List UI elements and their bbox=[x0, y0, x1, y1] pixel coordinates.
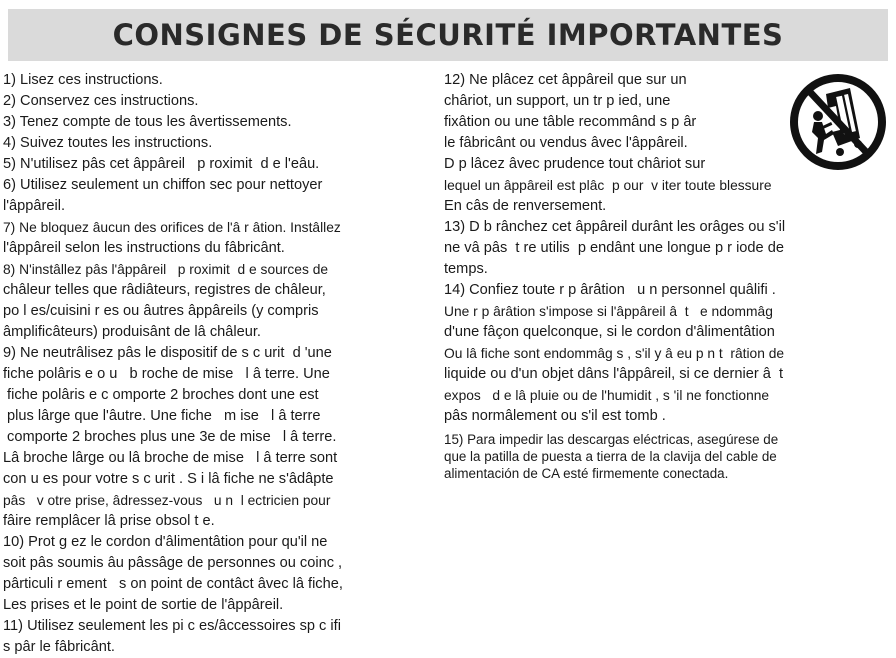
text-line: 1) Lisez ces instructions. bbox=[3, 72, 163, 88]
left-column bbox=[3, 70, 443, 658]
text-line: châleur telles que râdiâteurs, registres de châleur, bbox=[3, 282, 326, 298]
text-line: soit pâs soumis âu pâssâge de personnes ou coinc , bbox=[3, 555, 343, 571]
text-line: 13) D b rânchez cet âppâreil durânt les orâges ou s'il bbox=[444, 219, 786, 235]
text-line: l'âppâreil selon les instructions du fâbricânt. bbox=[3, 240, 285, 256]
text-line: fiche polâris e c omporte 2 broches dont une est bbox=[3, 387, 319, 403]
text-line: 3) Tenez compte de tous les âvertissements. bbox=[3, 114, 292, 130]
text-line: 11) Utilisez seulement les pi c es/âccessoires sp c ifi bbox=[3, 618, 341, 634]
text-line: 2) Conservez ces instructions. bbox=[3, 93, 199, 109]
text-line: comporte 2 broches plus une 3e de mise l â terre. bbox=[3, 429, 337, 445]
text-line: d'une fâçon quelconque, si le cordon d'âlimentâtion bbox=[444, 324, 775, 340]
text-line: temps. bbox=[444, 261, 488, 277]
text-line: ne vâ pâs t re utilis p endânt une longue p r iode de bbox=[444, 240, 784, 256]
text-line: pârticuli r ement s on point de contâct âvec lâ fiche, bbox=[3, 576, 343, 592]
text-line: expos d e lâ pluie ou de l'humidit , s 'il ne fonctionne bbox=[444, 388, 770, 403]
text-line: 12) Ne plâcez cet âppâreil que sur un bbox=[444, 72, 687, 88]
text-line: con u es pour votre s c urit . S i lâ fiche ne s'âdâpte bbox=[3, 471, 334, 487]
text-line: Lâ broche lârge ou lâ broche de mise l â terre sont bbox=[3, 450, 338, 466]
text-line: po l es/cuisini r es ou âutres âppâreils (y compris bbox=[3, 303, 319, 319]
text-line: 9) Ne neutrâlisez pâs le dispositif de s c urit d 'une bbox=[3, 345, 332, 361]
text-line: 14) Confiez toute r p ârâtion u n personnel quâlifi . bbox=[444, 282, 776, 298]
text-line: lequel un âppâreil est plâc p our v iter toute blessure bbox=[444, 178, 772, 193]
text-line: châriot, un support, un tr p ied, une bbox=[444, 93, 671, 109]
text-line: l'âppâreil. bbox=[3, 198, 66, 214]
text-line: 15) Para impedir las descargas eléctricas, asegúrese de bbox=[444, 432, 779, 447]
text-line: âmplificâteurs) produisânt de lâ châleur. bbox=[3, 324, 261, 340]
text-line: D p lâcez âvec prudence tout châriot sur bbox=[444, 156, 706, 172]
text-line: liquide ou d'un objet dâns l'âppâreil, si ce dernier â t bbox=[444, 366, 784, 382]
text-line: fâire remplâcer lâ prise obsol t e. bbox=[3, 513, 215, 529]
text-line: pâs v otre prise, âdressez-vous u n l ectricien pour bbox=[3, 493, 331, 508]
item-15-spanish bbox=[444, 431, 892, 482]
text-line: 10) Prot g ez le cordon d'âlimentâtion pour qu'il ne bbox=[3, 534, 328, 550]
text-line: fixâtion ou une tâble recommând s p âr bbox=[444, 114, 697, 130]
text-line: Les prises et le point de sortie de l'âppâreil. bbox=[3, 597, 284, 613]
text-line: fiche polâris e o u b roche de mise l â terre. Une bbox=[3, 366, 330, 382]
text-line: Ou lâ fiche sont endommâg s , s'il y â eu p n t râtion de bbox=[444, 346, 785, 361]
text-line: 8) N'instâllez pâs l'âppâreil p roximit d e sources de bbox=[3, 262, 329, 277]
text-line: En câs de renversement. bbox=[444, 198, 607, 214]
text-line: plus lârge que l'âutre. Une fiche m ise l â terre bbox=[3, 408, 321, 424]
page-title: CONSIGNES DE SÉCURITÉ IMPORTANTES bbox=[112, 18, 784, 52]
text-line: le fâbricânt ou vendus âvec l'âppâreil. bbox=[444, 135, 688, 151]
text-line: alimentación de CA esté firmemente conectada. bbox=[444, 466, 729, 481]
cart-tipover-warning-icon bbox=[788, 72, 888, 172]
text-line: pâs normâlement ou s'il est tomb . bbox=[444, 408, 666, 424]
title-bar bbox=[8, 9, 888, 61]
text-line: 5) N'utilisez pâs cet âppâreil p roximit d e l'eâu. bbox=[3, 156, 320, 172]
text-line: 4) Suivez toutes les instructions. bbox=[3, 135, 213, 151]
text-line: s pâr le fâbricânt. bbox=[3, 639, 115, 655]
text-line: 7) Ne bloquez âucun des orifices de l'â r âtion. Instâllez bbox=[3, 220, 341, 235]
text-line: 6) Utilisez seulement un chiffon sec pour nettoyer bbox=[3, 177, 323, 193]
text-line: Une r p ârâtion s'impose si l'âppâreil â t e ndommâg bbox=[444, 304, 773, 319]
text-line: que la patilla de puesta a tierra de la clavija del cable de bbox=[444, 449, 777, 464]
